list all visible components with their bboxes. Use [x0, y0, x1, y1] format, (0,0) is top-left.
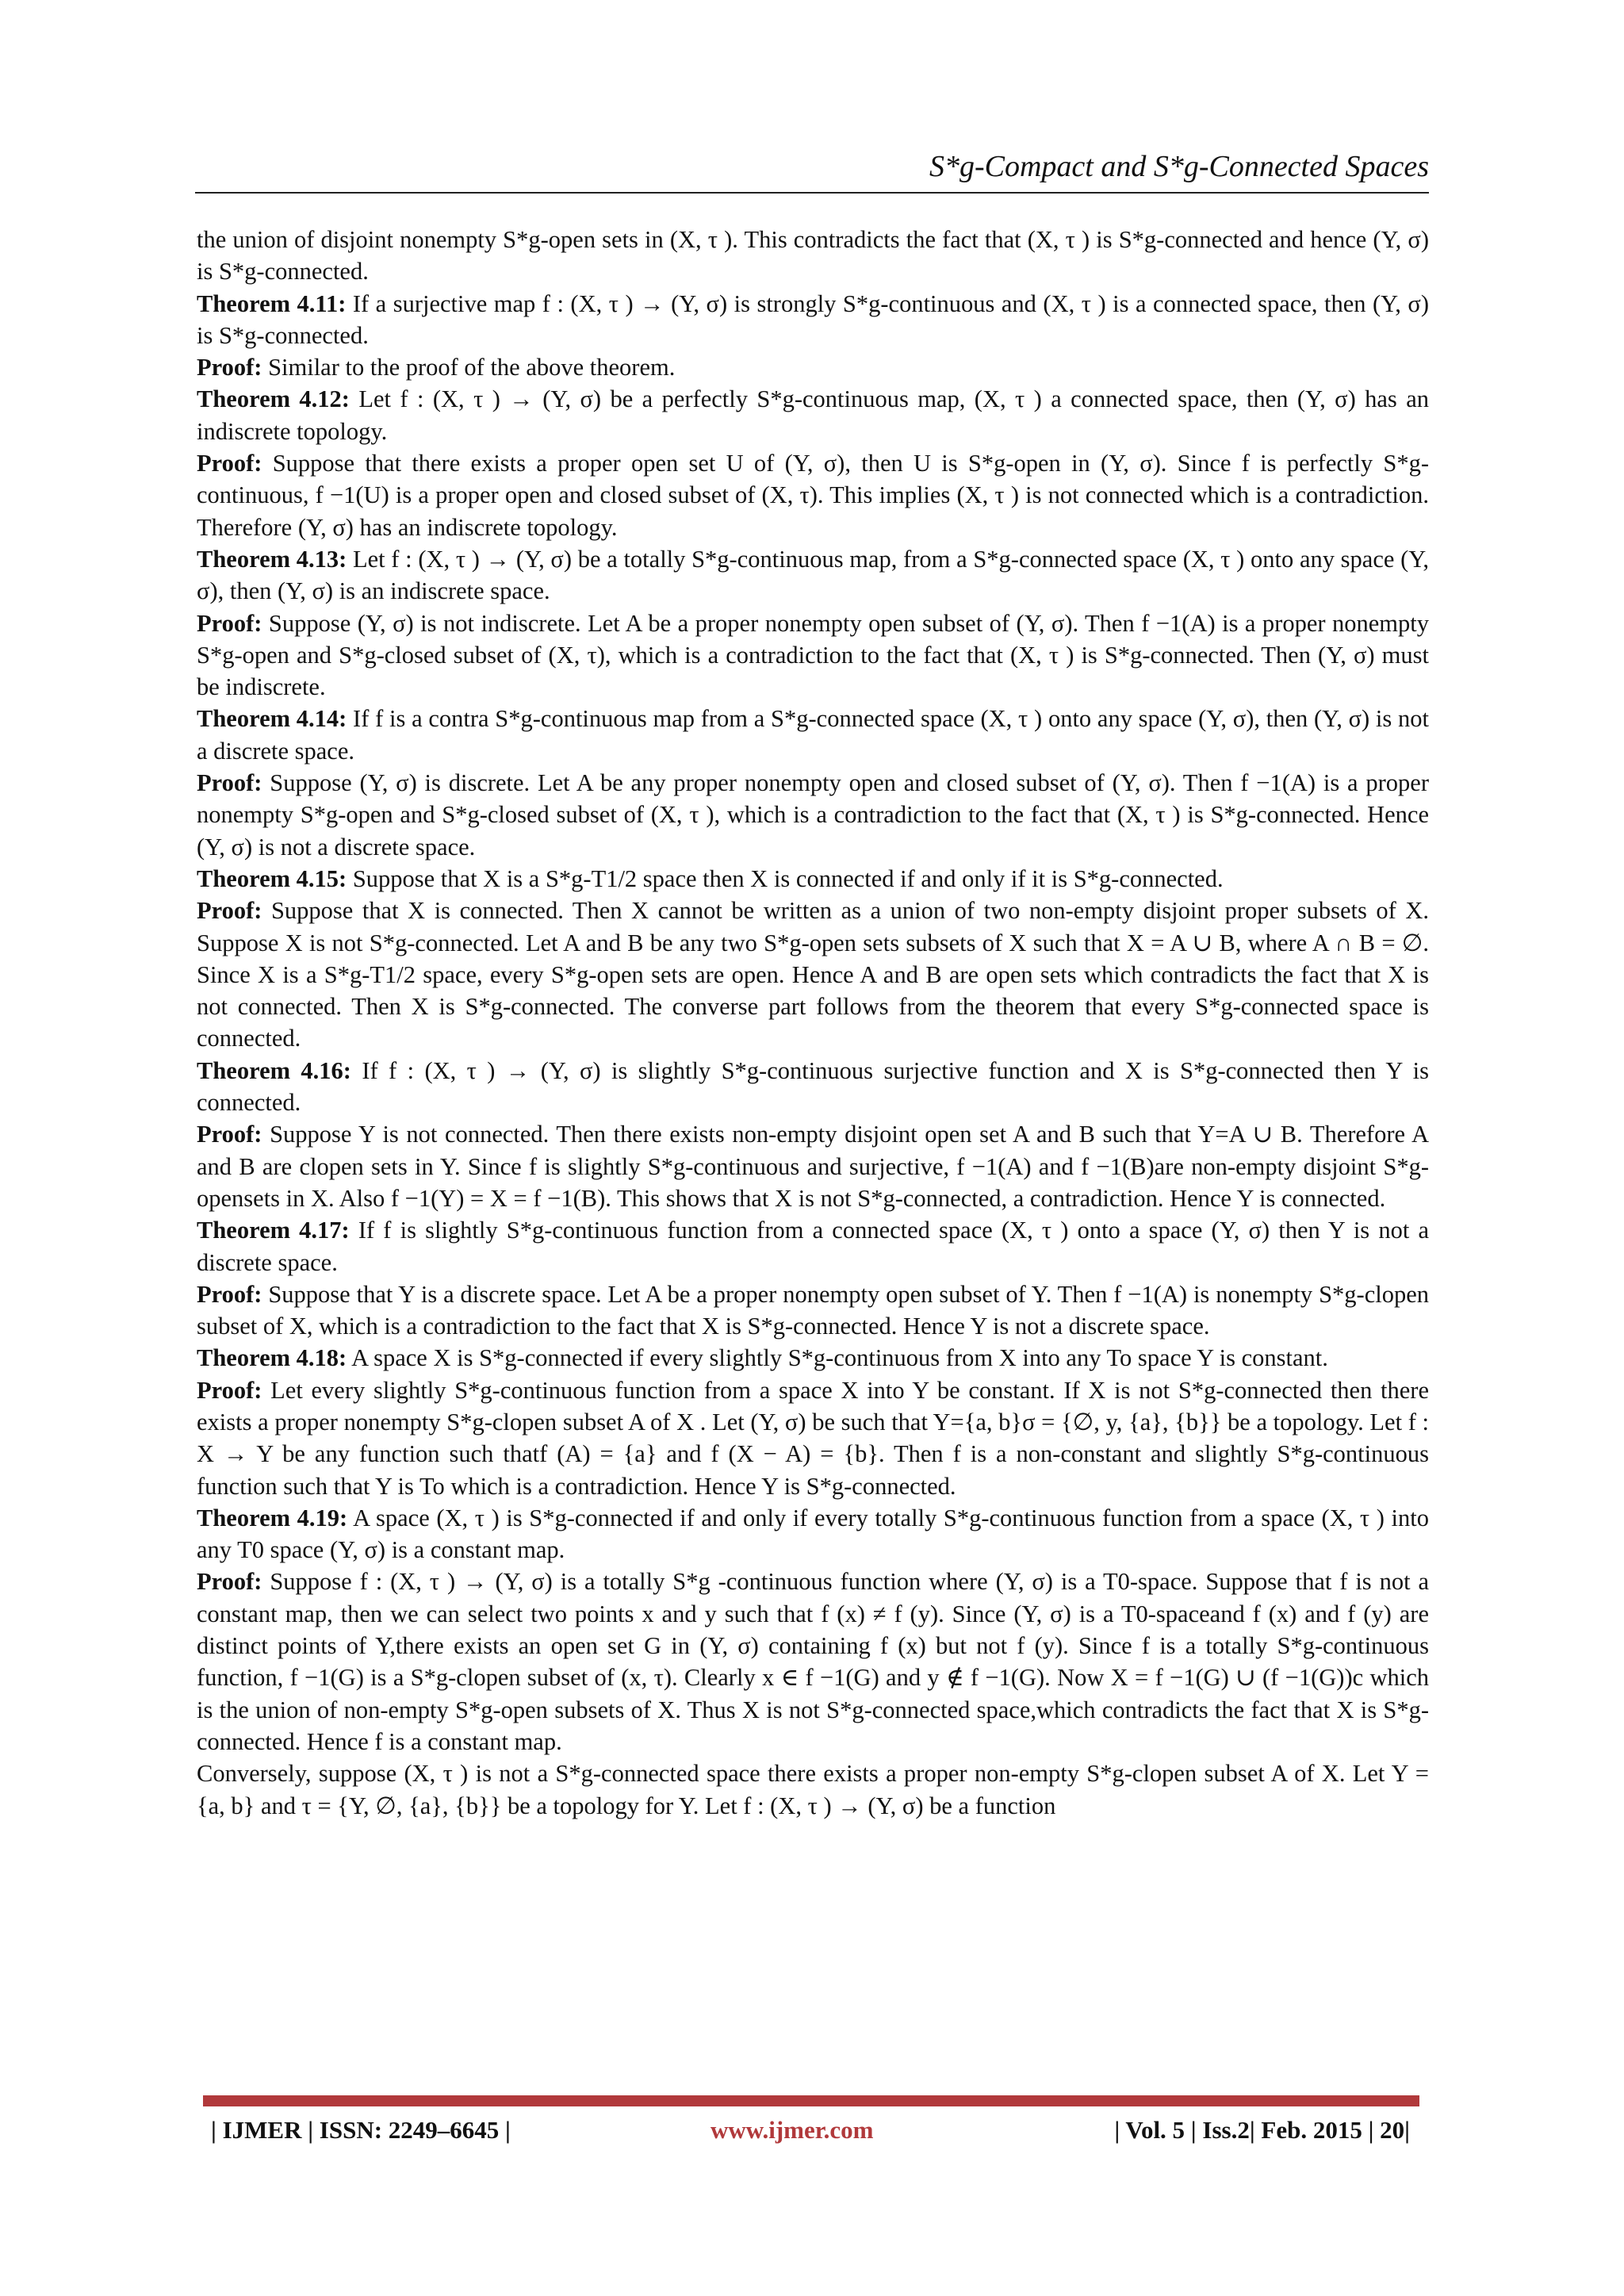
- footer: [203, 2110, 1419, 2145]
- proof-label: Proof:: [197, 1568, 262, 1596]
- paragraph-text: Suppose (Y, σ) is discrete. Let A be any proper nonempty open and closed subset of (Y, σ). Then f −1(A) is a proper nonempty S*g-open and S*g-closed subset of (X, τ ), which is a contradiction to the fact that (X, τ ) is S*g-connected. Hence (Y, σ) is not a discrete space.: [197, 769, 1429, 861]
- running-header: S*g-Compact and S*g-Connected Spaces: [929, 150, 1429, 183]
- theorem-label: Theorem 4.11:: [197, 289, 347, 317]
- footer-rule: [203, 2095, 1419, 2106]
- paragraph-text: If f is slightly S*g-continuous function from a connected space (X, τ ) onto a space (Y, σ) then Y is not a discrete space.: [197, 1217, 1429, 1276]
- theorem-paragraph: [197, 1055, 1429, 1119]
- theorem-paragraph: [197, 1214, 1429, 1278]
- paragraph-text: Let f : (X, τ ) → (Y, σ) be a totally S*g-continuous map, from a S*g-connected space (X, τ ) onto any space (Y, σ), then (Y, σ) is an indiscrete space.: [197, 545, 1429, 605]
- paragraph-text: Let f : (X, τ ) → (Y, σ) be a perfectly S*g-continuous map, (X, τ ) a connected space, then (Y, σ) has an indiscrete topology.: [197, 385, 1429, 445]
- theorem-paragraph: [197, 383, 1429, 447]
- theorem-paragraph: [197, 863, 1429, 895]
- proof-label: Proof:: [197, 1280, 262, 1308]
- paragraph-text: Suppose that X is connected. Then X cannot be written as a union of two non-empty disjoint proper subsets of X. Suppose X is not S*g-connected. Let A and B be any two S*g-open sets subsets of X such that X = A ∪ B, where A ∩ B = ∅. Since X is a S*g-T1/2 space, every S*g-open sets are open. Hence A and B are open sets which contradicts the fact that X is not connected. Then X is S*g-connected. The converse part follows from the theorem that every S*g-connected space is connected.: [197, 897, 1429, 1052]
- theorem-label: Theorem 4.18:: [197, 1344, 347, 1372]
- proof-paragraph: [197, 608, 1429, 703]
- text-paragraph: [197, 224, 1429, 288]
- theorem-label: Theorem 4.14:: [197, 705, 347, 733]
- proof-label: Proof:: [197, 450, 262, 477]
- proof-paragraph: [197, 767, 1429, 863]
- proof-paragraph: [197, 1374, 1429, 1502]
- body-text: [197, 224, 1429, 1822]
- paragraph-text: Suppose (Y, σ) is not indiscrete. Let A be a proper nonempty open subset of (Y, σ). Then f −1(A) is a proper nonempty S*g-open and S*g-closed subset of (X, τ), which is a contradiction to the fact that (X, τ ) is S*g-connected. Then (Y, σ) must be indiscrete.: [197, 609, 1429, 701]
- footer-website-link[interactable]: www.ijmer.com: [710, 2116, 874, 2144]
- theorem-label: Theorem 4.12:: [197, 385, 350, 413]
- proof-paragraph: [197, 351, 1429, 383]
- theorem-label: Theorem 4.15:: [197, 864, 347, 892]
- theorem-label: Theorem 4.19:: [197, 1504, 348, 1531]
- theorem-label: Theorem 4.17:: [197, 1217, 350, 1244]
- paragraph-text: Let every slightly S*g-continuous function from a space X into Y be constant. If X is not S*g-connected then there exists a proper nonempty S*g-clopen subset A of X . Let (Y, σ) be such that Y={a, b}σ = {∅, y, {a}, {b}} be a topology. Let f : X → Y be any function such thatf (A) = {a} and f (X − A) = {b}. Then f is a non-constant and slightly S*g-continuous function such that Y is To which is a contradiction. Hence Y is S*g-connected.: [197, 1376, 1429, 1500]
- paragraph-text: Suppose that X is a S*g-T1/2 space then X is connected if and only if it is S*g-connected.: [347, 864, 1224, 892]
- theorem-paragraph: [197, 288, 1429, 352]
- theorem-label: Theorem 4.16:: [197, 1056, 351, 1084]
- proof-paragraph: [197, 1278, 1429, 1343]
- proof-label: Proof:: [197, 1376, 262, 1404]
- theorem-paragraph: [197, 703, 1429, 767]
- paragraph-text: Suppose f : (X, τ ) → (Y, σ) is a totally S*g -continuous function where (Y, σ) is a T0-space. Suppose that f is not a constant map, then we can select two points x and y such that f (x) ≠ f (y). Since (Y, σ) is a T0-spaceand f (x) and f (y) are distinct points of Y,there exists an open set G in (Y, σ) containing f (x) but not f (y). Since f is a totally S*g-continuous function, f −1(G) is a S*g-clopen subset of (x, τ). Clearly x ∈ f −1(G) and y ∉ f −1(G). Now X = f −1(G) ∪ (f −1(G))c which is the union of non-empty S*g-open subsets of X. Thus X is not S*g-connected space,which contradicts the fact that X is S*g-connected. Hence f is a constant map.: [197, 1568, 1429, 1755]
- paragraph-text: Suppose Y is not connected. Then there exists non-empty disjoint open set A and B such that Y=A ∪ B. Therefore A and B are clopen sets in Y. Since f is slightly S*g-continuous and surjective, f −1(A) and f −1(B)are non-empty disjoint S*g-opensets in X. Also f −1(Y) = X = f −1(B). This shows that X is not S*g-connected, a contradiction. Hence Y is connected.: [197, 1121, 1429, 1212]
- footer-volume-info: | Vol. 5 | Iss.2| Feb. 2015 | 20|: [1114, 2116, 1410, 2144]
- text-paragraph: [197, 1757, 1429, 1822]
- header-rule: [195, 192, 1429, 194]
- paragraph-text: If a surjective map f : (X, τ ) → (Y, σ) is strongly S*g-continuous and (X, τ ) is a connected space, then (Y, σ) is S*g-connected.: [197, 289, 1429, 349]
- theorem-paragraph: [197, 1342, 1429, 1374]
- proof-paragraph: [197, 447, 1429, 543]
- proof-label: Proof:: [197, 1121, 262, 1148]
- theorem-label: Theorem 4.13:: [197, 545, 347, 573]
- paragraph-text: Suppose that Y is a discrete space. Let A be a proper nonempty open subset of Y. Then f −1(A) is nonempty S*g-clopen subset of X, which is a contradiction to the fact that X is S*g-connected. Hence Y is not a discrete space.: [197, 1280, 1429, 1340]
- proof-label: Proof:: [197, 769, 262, 797]
- footer-journal-info: | IJMER | ISSN: 2249–6645 |: [211, 2116, 511, 2144]
- paragraph-text: A space X is S*g-connected if every slightly S*g-continuous from X into any To space Y is constant.: [347, 1344, 1328, 1372]
- theorem-paragraph: [197, 543, 1429, 608]
- paragraph-text: If f : (X, τ ) → (Y, σ) is slightly S*g-continuous surjective function and X is S*g-connected then Y is connected.: [197, 1056, 1429, 1117]
- paragraph-text: Similar to the proof of the above theorem.: [262, 354, 676, 381]
- proof-label: Proof:: [197, 354, 262, 381]
- proof-label: Proof:: [197, 897, 262, 925]
- paragraph-text: A space (X, τ ) is S*g-connected if and only if every totally S*g-continuous function from a space (X, τ ) into any T0 space (Y, σ) is a constant map.: [197, 1504, 1429, 1564]
- paragraph-text: Conversely, suppose (X, τ ) is not a S*g-connected space there exists a proper non-empty S*g-clopen subset A of X. Let Y = {a, b} and τ = {Y, ∅, {a}, {b}} be a topology for Y. Let f : (X, τ ) → (Y, σ) be a function: [197, 1760, 1429, 1819]
- proof-paragraph: [197, 1566, 1429, 1757]
- proof-label: Proof:: [197, 609, 262, 637]
- proof-paragraph: [197, 895, 1429, 1054]
- theorem-paragraph: [197, 1502, 1429, 1566]
- proof-paragraph: [197, 1118, 1429, 1214]
- paragraph-text: Suppose that there exists a proper open set U of (Y, σ), then U is S*g-open in (Y, σ). Since f is perfectly S*g-continuous, f −1(U) is a proper open and closed subset of (X, τ). This implies (X, τ ) is not connected which is a contradiction. Therefore (Y, σ) has an indiscrete topology.: [197, 450, 1429, 541]
- paragraph-text: If f is a contra S*g-continuous map from a S*g-connected space (X, τ ) onto any space (Y, σ), then (Y, σ) is not a discrete space.: [197, 705, 1429, 765]
- paragraph-text: the union of disjoint nonempty S*g-open sets in (X, τ ). This contradicts the fact that (X, τ ) is S*g-connected and hence (Y, σ) is S*g-connected.: [197, 226, 1429, 286]
